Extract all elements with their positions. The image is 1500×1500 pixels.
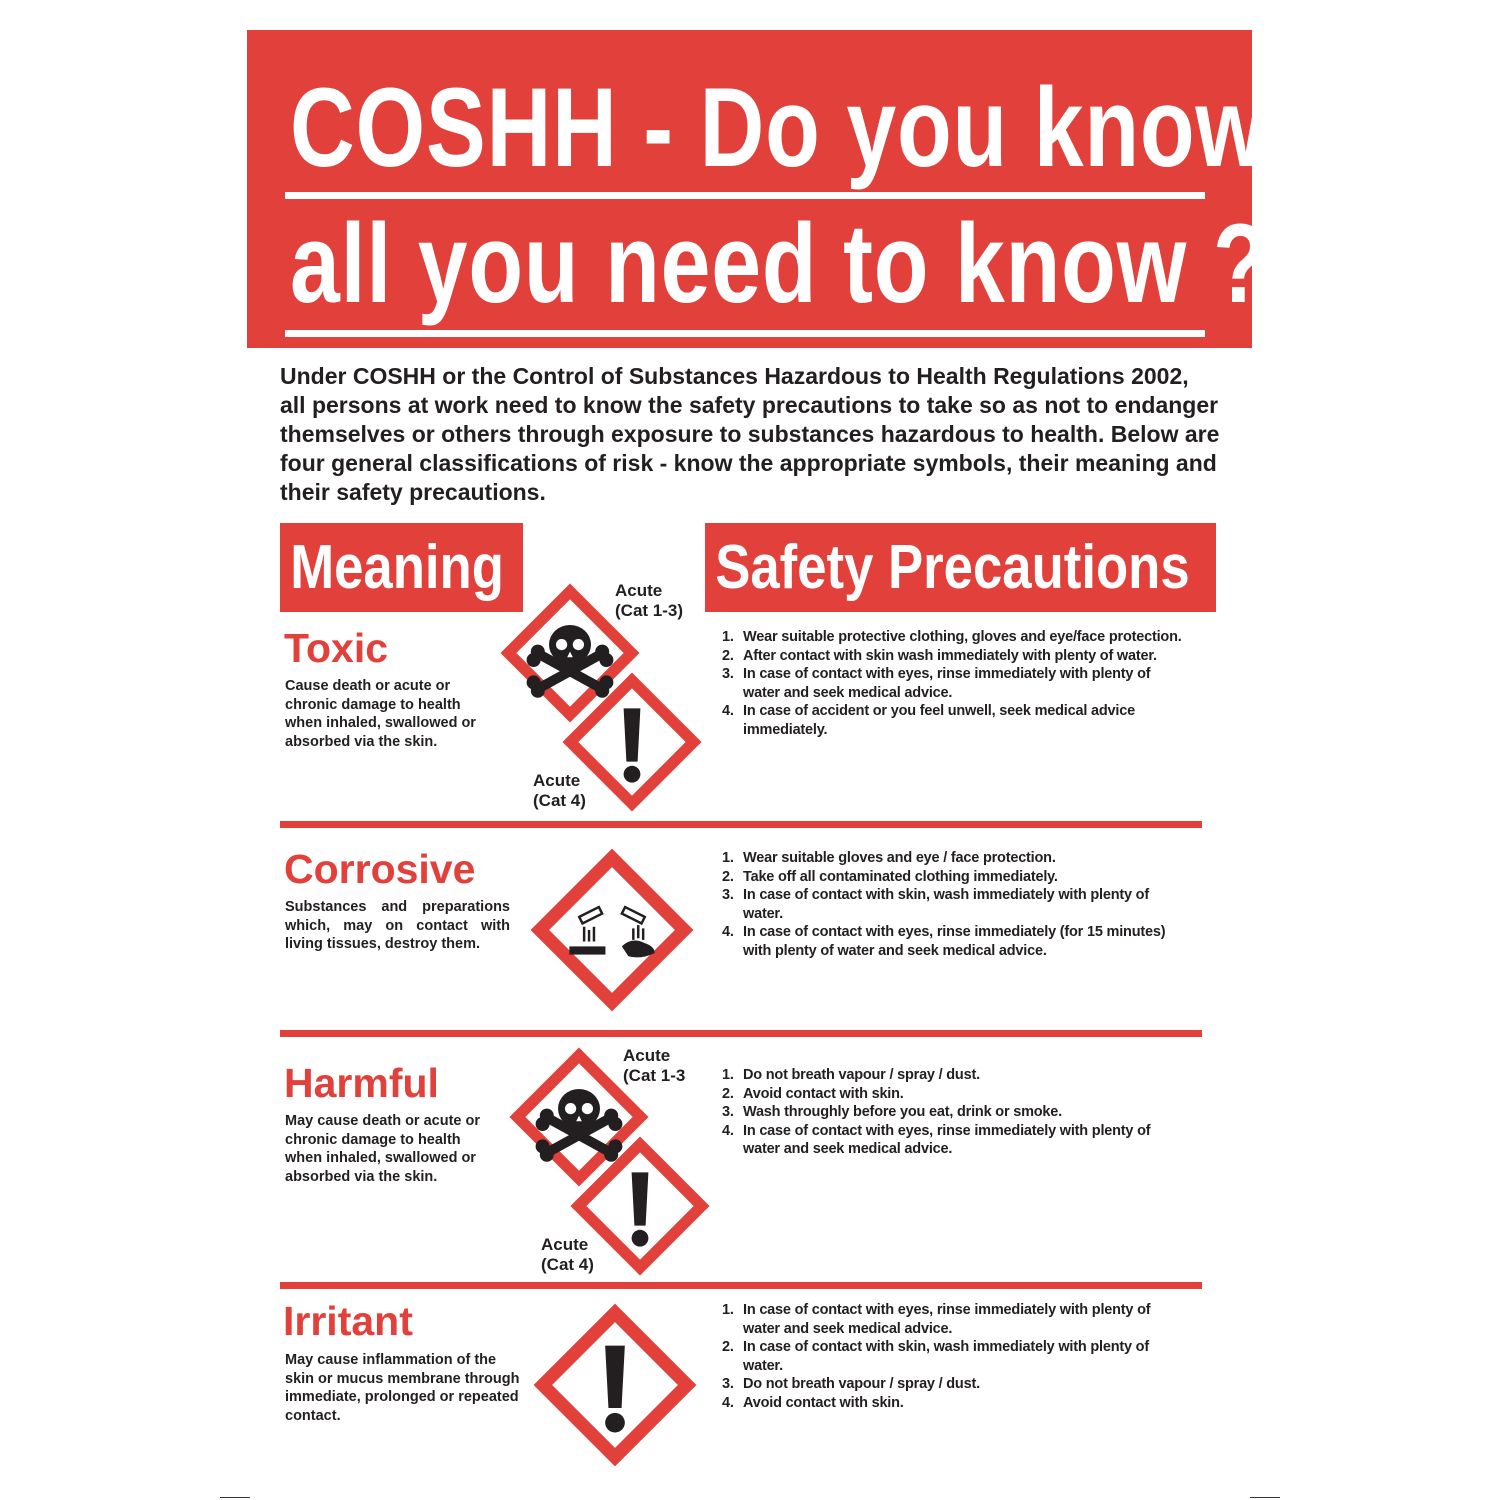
section-description-corrosive: Substances and preparations which, may on contact with living tissues, destroy them. xyxy=(285,899,510,952)
item-number: 3. xyxy=(722,1376,734,1392)
item-number: 2. xyxy=(722,1339,734,1355)
title-line-2: all you need to know ? xyxy=(290,201,1269,326)
label-acute-cat-1-3: Acute (Cat 1-3) xyxy=(615,581,684,620)
precaution-text: After contact with skin wash immediately with plenty of water. xyxy=(743,647,1157,664)
precaution-text: Take off all contaminated clothing immediately. xyxy=(743,868,1058,885)
safety-precautions-heading: Safety Precautions xyxy=(705,523,1216,612)
item-number: 3. xyxy=(722,887,734,903)
section-divider xyxy=(280,1282,1202,1289)
precaution-item xyxy=(720,647,1190,666)
precaution-item xyxy=(720,1122,1190,1159)
precaution-item xyxy=(720,886,1190,923)
exclamation-icon xyxy=(562,672,702,812)
item-number: 1. xyxy=(722,629,734,645)
section-description-toxic: Cause death or acute or chronic damage to health when inhaled, swallowed or absorbed via the skin. xyxy=(285,678,476,750)
crop-mark xyxy=(220,1497,250,1498)
label-acute-cat-4: Acute (Cat 4) xyxy=(541,1235,594,1274)
precaution-item xyxy=(720,1375,1190,1394)
meaning-heading: Meaning xyxy=(280,523,523,612)
precaution-item xyxy=(720,702,1190,739)
item-number: 1. xyxy=(722,850,734,866)
exclamation-icon xyxy=(570,1136,710,1276)
precaution-text: Wash throughly before you eat, drink or smoke. xyxy=(743,1104,1062,1120)
precaution-text: Wear suitable gloves and eye / face protection. xyxy=(743,850,1056,866)
section-description-irritant: May cause inflammation of the skin or mucus membrane through immediate, prolonged or repeated contact. xyxy=(285,1352,520,1424)
precaution-item xyxy=(720,1338,1190,1375)
precaution-text: Wear suitable protective clothing, gloves and eye/face protection. xyxy=(743,629,1182,645)
precaution-text: In case of contact with eyes, rinse immediately with plenty of water and seek medical advice. xyxy=(743,1122,1151,1157)
precaution-text: Avoid contact with skin. xyxy=(743,1394,904,1411)
precaution-item xyxy=(720,923,1190,960)
precaution-text: In case of contact with eyes, rinse immediately with plenty of water and seek medical advice. xyxy=(743,1302,1151,1337)
section-title-irritant: Irritant xyxy=(283,1298,413,1344)
section-divider xyxy=(280,821,1202,828)
precautions-list-corrosive xyxy=(720,849,1190,960)
corrosion-icon xyxy=(530,848,694,1012)
precaution-text: In case of contact with eyes, rinse immediately with plenty of water and seek medical advice. xyxy=(743,666,1151,701)
title-line-1: COSHH - Do you know xyxy=(290,65,1266,190)
precautions-list-toxic xyxy=(720,628,1190,739)
item-number: 2. xyxy=(722,647,734,664)
precaution-item xyxy=(720,868,1190,887)
item-number: 3. xyxy=(722,666,734,682)
exclamation-icon xyxy=(533,1303,697,1467)
precaution-text: Do not breath vapour / spray / dust. xyxy=(743,1067,980,1083)
title-banner xyxy=(247,30,1269,348)
item-number: 3. xyxy=(722,1104,734,1120)
precaution-text: In case of accident or you feel unwell, seek medical advice immediately. xyxy=(743,703,1135,738)
precaution-text: Avoid contact with skin. xyxy=(743,1085,904,1102)
crop-mark xyxy=(1250,1497,1280,1498)
precaution-item xyxy=(720,1103,1190,1122)
precaution-text: In case of contact with skin, wash immediately with plenty of water. xyxy=(743,1339,1149,1374)
intro-paragraph: Under COSHH or the Control of Substances Hazardous to Health Regulations 2002, all persons at work need to know the safety precautions to take so as not to endanger themselves or others through exposure to substances hazardous to health. Below are four general classifications of risk - know the appropriate symbols, their meaning and their safety precautions. xyxy=(280,363,1220,505)
section-title-corrosive: Corrosive xyxy=(284,846,476,892)
item-number: 4. xyxy=(722,1122,734,1139)
precaution-item xyxy=(720,665,1190,702)
item-number: 2. xyxy=(722,1085,734,1102)
label-acute-cat-1-3: Acute (Cat 1-3 xyxy=(623,1046,686,1085)
section-divider xyxy=(280,1030,1202,1037)
section-description-harmful: May cause death or acute or chronic damage to health when inhaled, swallowed or absorbed via the skin. xyxy=(285,1113,481,1185)
precaution-item xyxy=(720,849,1190,868)
precautions-list-harmful xyxy=(720,1066,1190,1159)
precaution-text: In case of contact with eyes, rinse immediately (for 15 minutes) with plenty of water and seek medical advice. xyxy=(743,924,1166,959)
item-number: 1. xyxy=(722,1302,734,1318)
section-title-toxic: Toxic xyxy=(284,625,389,671)
item-number: 4. xyxy=(722,924,734,940)
item-number: 1. xyxy=(722,1067,734,1083)
precautions-list-irritant xyxy=(720,1301,1190,1412)
precaution-text: Do not breath vapour / spray / dust. xyxy=(743,1376,980,1392)
item-number: 2. xyxy=(722,868,734,885)
precaution-item xyxy=(720,1066,1190,1085)
item-number: 4. xyxy=(722,703,734,719)
precaution-item xyxy=(720,1085,1190,1104)
precaution-item xyxy=(720,1394,1190,1413)
label-acute-cat-4: Acute (Cat 4) xyxy=(533,771,586,810)
title-rule-bottom xyxy=(285,330,1205,337)
precaution-text: In case of contact with skin, wash immediately with plenty of water. xyxy=(743,887,1149,922)
precaution-item xyxy=(720,628,1190,647)
title-rule-top xyxy=(285,192,1205,199)
precaution-item xyxy=(720,1301,1190,1338)
item-number: 4. xyxy=(722,1394,734,1411)
section-title-harmful: Harmful xyxy=(284,1060,439,1106)
